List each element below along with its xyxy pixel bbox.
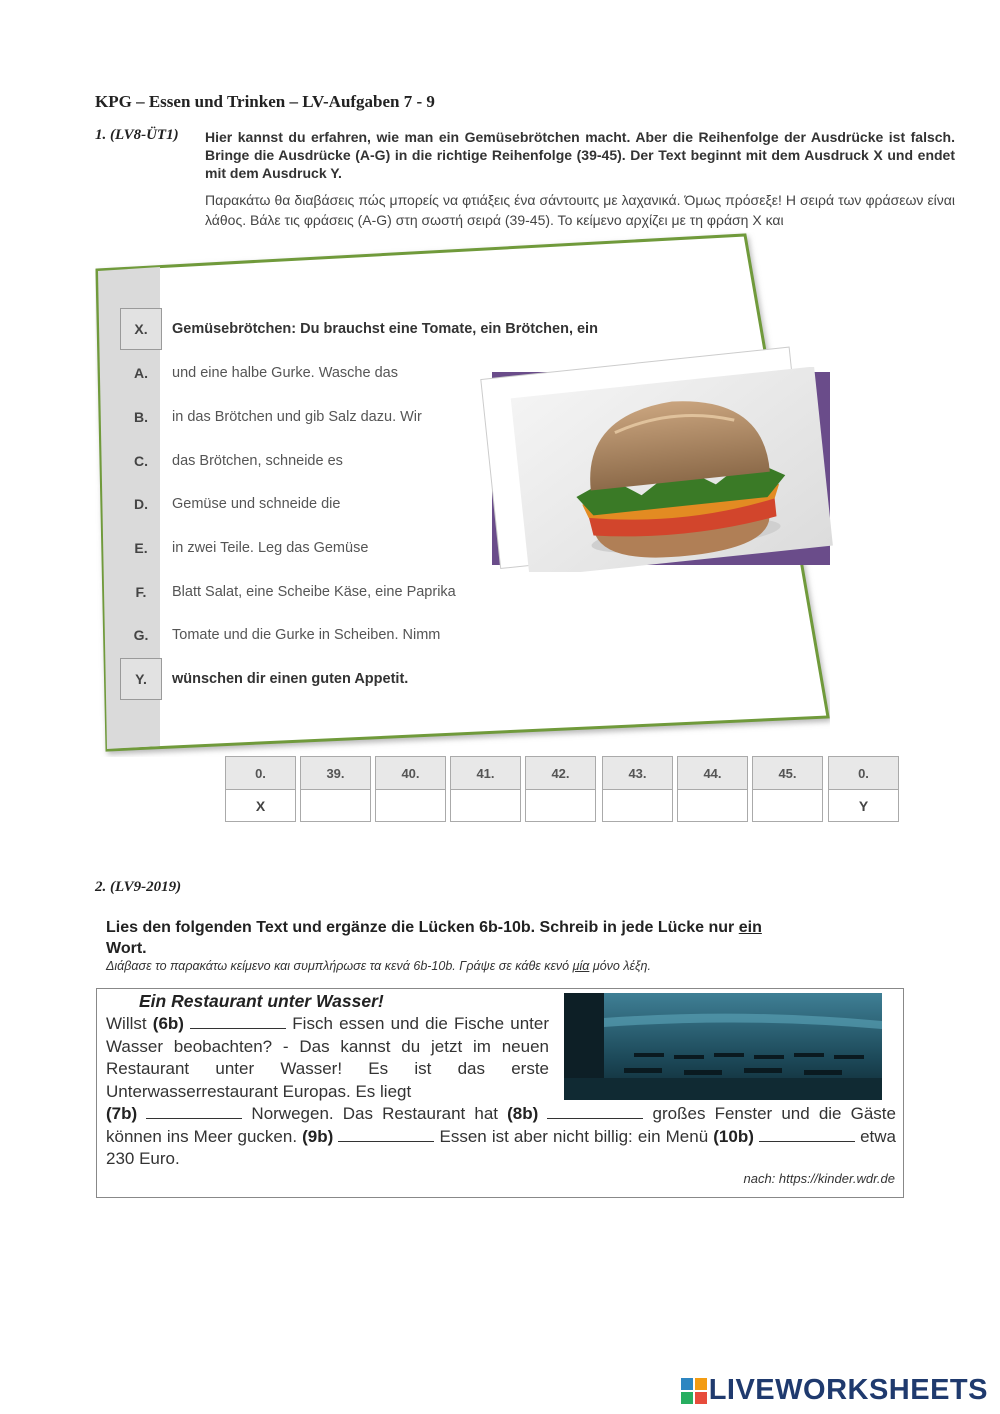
- answer-cell: [225, 756, 296, 822]
- row-text: das Brötchen, schneide es: [172, 453, 343, 469]
- list-item: [120, 483, 340, 525]
- answer-number: 0.: [829, 757, 898, 790]
- gap-7b-input[interactable]: [146, 1104, 242, 1119]
- task1-instruction-de: Hier kannst du erfahren, wie man ein Gemüsebrötchen macht. Aber die Reihenfolge der Ausdrücke ist falsch. Bringe die Ausdrücke (A-G) in die richtige Reihenfolge (39-45). Der Text beginnt mit dem Ausdruck X und endet mit dem Ausdruck Y.: [205, 129, 955, 181]
- row-text: Tomate und die Gurke in Scheiben. Nimm: [172, 627, 441, 643]
- text-heading: Ein Restaurant unter Wasser!: [139, 991, 384, 1011]
- answer-cell: [677, 756, 748, 822]
- answer-value: X: [255, 798, 266, 814]
- answer-cell: [450, 756, 521, 822]
- gap-label: (7b): [106, 1104, 138, 1123]
- list-item: [120, 352, 398, 394]
- logo-icon: [681, 1378, 707, 1404]
- text-segment: Fisch essen und die Fische unter Wasser beobachten? - Das kannst du jetzt im neuen Restaurant unter Wasser! Es ist das erste Unterwasserrestaurant Europas. Es liegt: [106, 1014, 549, 1101]
- liveworksheets-logo: [681, 1374, 988, 1407]
- answer-number: 40.: [376, 757, 445, 790]
- answer-number: 39.: [301, 757, 370, 790]
- task1-instruction-gr: Παρακάτω θα διαβάσεις πώς μπορείς να φτιάξεις ένα σάντουιτς με λαχανικά. Όμως πρόσεξε! Η σειρά των φράσεων είναι λάθος. Βάλε τις φράσεις (A-G) στη σωστή σειρά (39-45). Το κείμενο αρχίζει με τη φράση X και: [205, 192, 955, 228]
- list-item: [120, 440, 343, 482]
- text-segment: etwa 230 Euro.: [106, 1126, 896, 1168]
- answer-number: 43.: [603, 757, 672, 790]
- answer-cell: [300, 756, 371, 822]
- answer-input[interactable]: [301, 790, 370, 822]
- row-label: B.: [134, 409, 148, 425]
- answer-number: 45.: [753, 757, 822, 790]
- row-label: D.: [134, 496, 148, 512]
- answer-cell: [525, 756, 596, 822]
- page-title: KPG – Essen und Trinken – LV-Aufgaben 7 - 9: [95, 92, 435, 111]
- burger-image: [509, 367, 834, 572]
- row-text: wünschen dir einen guten Appetit.: [172, 671, 409, 687]
- text-segment: großes Fenster und die Gäste können ins Meer gucken.: [106, 1104, 896, 1146]
- instruction-text: Lies den folgenden Text und ergänze die Lücken 6b-10b. Schreib in jede Lücke nur: [106, 919, 739, 936]
- gap-label: (10b): [713, 1126, 754, 1146]
- answer-input[interactable]: [526, 790, 595, 822]
- list-item: [120, 396, 422, 438]
- answer-cell: [375, 756, 446, 822]
- answer-cell: [828, 756, 899, 822]
- row-label: F.: [135, 584, 147, 600]
- row-label: E.: [134, 540, 148, 556]
- instruction-text: Διάβασε το παρακάτω κείμενο και συμπλήρωσε τα κενά 6b-10b. Γράψε σε κάθε κενό: [106, 959, 573, 973]
- answer-number: 42.: [526, 757, 595, 790]
- answer-input[interactable]: [603, 790, 672, 822]
- answer-number: 41.: [451, 757, 520, 790]
- answer-input[interactable]: [376, 790, 445, 822]
- text-segment: Willst: [106, 1014, 153, 1033]
- row-label: X.: [120, 308, 162, 350]
- answer-input[interactable]: [678, 790, 747, 822]
- row-label: Y.: [120, 658, 162, 700]
- instruction-emphasis: ein: [738, 919, 762, 936]
- list-item: [120, 658, 408, 700]
- list-item: [120, 614, 440, 656]
- row-text: in das Brötchen und gib Salz dazu. Wir: [172, 409, 422, 425]
- row-text: Gemüse und schneide die: [172, 496, 341, 512]
- task2-instruction-gr: [106, 959, 896, 973]
- gap-label: (6b): [152, 1014, 184, 1033]
- source-credit: nach: https://kinder.wdr.de: [743, 1171, 895, 1186]
- answer-value: Y: [858, 798, 869, 814]
- instruction-text: Wort.: [106, 940, 147, 957]
- reading-text-box: [96, 988, 904, 1198]
- row-text: Blatt Salat, eine Scheibe Käse, eine Paprika: [172, 584, 456, 600]
- row-label: C.: [134, 453, 148, 469]
- gap-6b-input[interactable]: [190, 1014, 286, 1029]
- gap-10b-input[interactable]: [759, 1127, 855, 1142]
- instruction-emphasis: μία: [572, 959, 590, 973]
- logo-text: LIVEWORKSHEETS: [708, 1374, 988, 1406]
- answer-input[interactable]: [451, 790, 520, 822]
- text-paragraph-part1: [106, 1013, 549, 1103]
- text-segment: Norwegen. Das Restaurant hat: [242, 1104, 508, 1123]
- row-label: G.: [133, 627, 149, 643]
- answer-number: 44.: [678, 757, 747, 790]
- answer-cell: [602, 756, 673, 822]
- text-segment: Essen ist aber nicht billig: ein Menü: [434, 1126, 714, 1146]
- row-text: und eine halbe Gurke. Wasche das: [172, 365, 398, 381]
- gap-label: (8b): [507, 1104, 539, 1123]
- task2-instruction-de: [106, 917, 896, 959]
- list-item: [120, 571, 456, 613]
- answer-cell: [752, 756, 823, 822]
- answer-number: 0.: [226, 757, 295, 790]
- sentence-card: [95, 232, 830, 757]
- gap-8b-input[interactable]: [547, 1104, 643, 1119]
- list-item: [120, 527, 368, 569]
- gap-label: (9b): [302, 1126, 334, 1146]
- row-text: Gemüsebrötchen: Du brauchst eine Tomate, ein Brötchen, ein: [172, 321, 598, 337]
- gap-9b-input[interactable]: [338, 1127, 434, 1142]
- task1-number: 1. (LV8-ÜT1): [95, 127, 179, 143]
- instruction-text: μόνο λέξη.: [589, 959, 651, 973]
- text-paragraph-part2: [106, 1103, 896, 1171]
- answer-input[interactable]: [753, 790, 822, 822]
- row-label: A.: [134, 365, 148, 381]
- row-text: in zwei Teile. Leg das Gemüse: [172, 540, 369, 556]
- list-item: [120, 308, 598, 350]
- underwater-restaurant-image: [564, 993, 882, 1100]
- task2-number: 2. (LV9-2019): [95, 879, 182, 895]
